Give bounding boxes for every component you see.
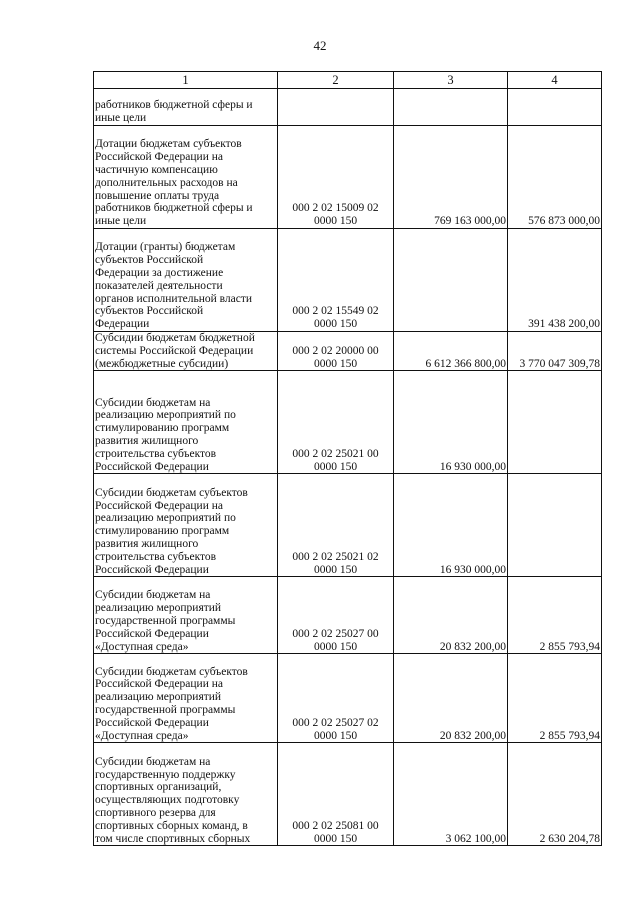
row-name [94,371,278,474]
row-name-line: строительства субъектов [95,550,217,563]
row-code [278,654,394,743]
table-row [94,654,602,743]
row-code [278,743,394,846]
row-name-line: реализацию мероприятий [95,691,222,704]
row-amount-col3 [394,229,508,332]
row-name-line: Российской Федерации [95,716,209,729]
row-name-line: Российской Федерации на [95,499,223,512]
row-code-line: 0000 150 [313,832,358,845]
row-name-line: (межбюджетные субсидии) [95,357,229,370]
header-row [94,72,602,89]
row-code-line: 0000 150 [313,318,358,331]
row-name-line: том числе спортивных сборных [95,832,251,845]
row-name [94,474,278,577]
row-name-line: Дотации (гранты) бюджетам [95,241,236,254]
row-amount-col4 [508,89,602,126]
column-header-3: 3 [394,72,508,89]
row-name-line: «Доступная среда» [95,729,189,742]
row-code-line: 000 2 02 25021 02 [292,550,379,563]
row-name-line: государственной программы [95,615,236,627]
row-amount-col3: 20 832 200,00 [394,577,508,654]
row-name-line: спортивного резерва для [95,807,216,819]
row-code-line: 000 2 02 25081 00 [292,819,379,832]
row-name-line: Российской Федерации [95,460,209,473]
row-name-line: органов исполнительной власти [95,292,253,305]
row-name-line: Субсидии бюджетам бюджетной [95,332,255,344]
row-name-line: государственной программы [95,704,236,716]
row-name-line: стимулированию программ [95,525,230,538]
row-amount-col4: 2 855 793,94 [508,577,602,654]
row-name-line: спортивных сборных команд, в [95,819,248,832]
row-amount-col4: 2 855 793,94 [508,654,602,743]
column-header-4: 4 [508,72,602,89]
row-name-line: «Доступная среда» [95,640,189,653]
row-name-line: Федерации за достижение [95,267,224,280]
column-header-1: 1 [94,72,278,89]
row-name-line: субъектов Российской [95,254,204,267]
row-code [278,89,394,126]
row-name-line: государственную поддержку [95,768,236,781]
row-name [94,332,278,371]
row-amount-col4: 576 873 000,00 [508,126,602,229]
row-code-line: 0000 150 [313,460,358,473]
row-amount-col3: 6 612 366 800,00 [394,332,508,371]
row-name-line: системы Российской Федерации [95,344,254,357]
row-name-line: Субсидии бюджетам на [95,755,211,768]
row-amount-col4: 3 770 047 309,78 [508,332,602,371]
table-row [94,743,602,846]
table-row [94,229,602,332]
row-amount-col4: 2 630 204,78 [508,743,602,846]
row-name-line: показателей деятельности [95,279,223,292]
table-row [94,126,602,229]
row-code [278,332,394,371]
row-name-line: развития жилищного [95,538,199,550]
row-code-line: 0000 150 [313,357,358,370]
row-name-line: работников бюджетной сферы и [95,202,253,215]
row-name-line: Российской Федерации на [95,678,223,691]
row-name-line: спортивных организаций, [95,781,222,794]
row-code [278,474,394,577]
row-amount-col4: 391 438 200,00 [508,229,602,332]
column-header-2: 2 [278,72,394,89]
row-name [94,126,278,229]
row-name-line: повышение оплаты труда [95,189,220,202]
row-name-line: работников бюджетной сферы и [95,99,253,112]
row-name-line: частичную компенсацию [95,164,218,177]
row-amount-col3: 16 930 000,00 [394,474,508,577]
row-name-line: Российской Федерации [95,627,209,640]
row-name-line: развития жилищного [95,435,199,447]
row-code-line: 000 2 02 20000 00 [292,344,379,357]
row-amount-col3: 769 163 000,00 [394,126,508,229]
row-code-line: 0000 150 [313,640,358,653]
table-row [94,332,602,371]
row-amount-col3: 20 832 200,00 [394,654,508,743]
table-row [94,474,602,577]
row-code-line: 0000 150 [313,215,358,228]
row-amount-col3 [394,89,508,126]
row-name-line: иные цели [95,215,147,228]
row-amount-col3: 16 930 000,00 [394,371,508,474]
row-name-line: строительства субъектов [95,447,217,460]
row-name-line: реализацию мероприятий по [95,512,236,525]
row-name-line: реализацию мероприятий [95,602,222,615]
row-code [278,126,394,229]
row-name [94,229,278,332]
row-name-line: Субсидии бюджетам на [95,589,211,602]
row-name-line: стимулированию программ [95,422,230,435]
row-name [94,654,278,743]
page-number: 42 [313,38,327,53]
table-row [94,371,602,474]
row-name-line: Субсидии бюджетам на [95,396,211,409]
row-name-line: осуществляющих подготовку [95,794,240,807]
row-name-line: Российской Федерации [95,563,209,576]
row-name-line: Субсидии бюджетам субъектов [95,665,248,678]
row-amount-col3: 3 062 100,00 [394,743,508,846]
table-row [94,577,602,654]
table-body [94,89,602,846]
row-amount-col4 [508,371,602,474]
row-name-line: дополнительных расходов на [95,176,238,189]
row-code-line: 0000 150 [313,729,358,742]
row-code-line: 000 2 02 15549 02 [292,305,379,318]
row-amount-col4 [508,474,602,577]
row-name-line: реализацию мероприятий по [95,409,236,422]
table-row [94,89,602,126]
row-name [94,577,278,654]
row-name-line: иные цели [95,112,147,125]
row-code [278,577,394,654]
row-code-line: 000 2 02 25027 00 [292,627,379,640]
row-code-line: 000 2 02 25021 00 [292,447,379,460]
row-name-line: Федерации [95,318,150,331]
budget-table [93,71,602,846]
row-code [278,229,394,332]
row-name [94,89,278,126]
row-name [94,743,278,846]
row-name-line: субъектов Российской [95,305,204,318]
row-code [278,371,394,474]
row-name-line: Субсидии бюджетам субъектов [95,486,248,499]
row-name-line: Дотации бюджетам субъектов [95,138,242,151]
row-code-line: 000 2 02 15009 02 [292,202,379,215]
row-name-line: Российской Федерации на [95,151,223,164]
row-code-line: 0000 150 [313,563,358,576]
row-code-line: 000 2 02 25027 02 [292,716,379,729]
